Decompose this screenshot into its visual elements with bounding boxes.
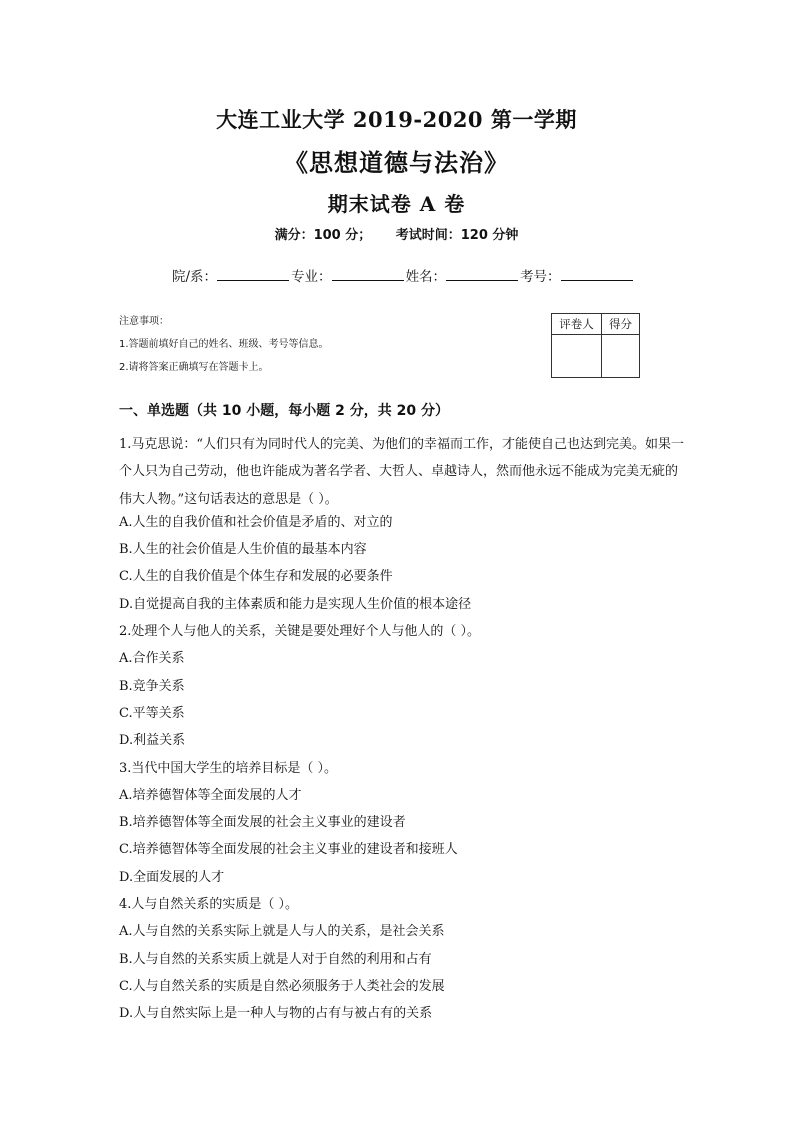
question-stem: 2.处理个人与他人的关系，关键是要处理好个人与他人的（ ）。	[119, 624, 481, 640]
score-table	[551, 313, 640, 378]
major-label: 专业：	[291, 269, 332, 285]
option: A.人生的自我价值和社会价值是矛盾的、对立的	[119, 514, 393, 530]
option: D.全面发展的人才	[119, 869, 225, 885]
exam-title-paper: 期末试卷 A 卷	[327, 192, 466, 216]
name-label: 姓名：	[405, 269, 447, 285]
option: B.人生的社会价值是人生价值的最基本内容	[119, 542, 367, 558]
option: C.平等关系	[119, 705, 185, 721]
option: C.培养德智体等全面发展的社会主义事业的建设者和接班人	[119, 842, 458, 858]
option: C.人与自然关系的实质是自然必须服务于人类社会的发展	[119, 978, 445, 994]
question-stem: 1.马克思说：“人们只有为同时代人的完美、为他们的幸福而工作，才能使自己也达到完美。如果一个人只为自己劳动，他也许能成为著名学者、大哲人、卓越诗人，然而他永远不能成为完美无疵的伟大人物。”这句话表达的意思是（ ）。	[119, 437, 685, 507]
notes-title: 注意事项：	[119, 316, 169, 327]
option: A.人与自然的关系实际上就是人与人的关系，是社会关系	[119, 924, 445, 940]
grader-cell[interactable]	[552, 335, 602, 378]
option: D.利益关系	[119, 733, 186, 749]
student-info	[172, 265, 635, 285]
option: D.人与自然实际上是一种人与物的占有与被占有的关系	[119, 1006, 433, 1022]
note-item: 1.答题前填好自己的姓名、班级、考号等信息。	[119, 339, 329, 350]
exam-meta	[0, 224, 793, 243]
question-list	[119, 431, 689, 1032]
exam-title-course: 《思想道德与法治》	[284, 148, 509, 177]
option: C.人生的自我价值是个体生存和发展的必要条件	[119, 569, 393, 585]
department-label: 院/系：	[172, 269, 218, 285]
exam-title-university: 大连工业大学 2019-2020 第一学期	[216, 107, 577, 132]
option: A.培养德智体等全面发展的人才	[119, 787, 302, 803]
id-field[interactable]	[561, 268, 633, 281]
grader-header: 评卷人	[552, 314, 602, 335]
full-score: 满分：100 分；	[274, 228, 372, 243]
score-cell[interactable]	[602, 335, 640, 378]
option: B.人与自然的关系实质上就是人对于自然的利用和占有	[119, 951, 432, 967]
name-field[interactable]	[446, 268, 518, 281]
option: B.竞争关系	[119, 678, 185, 694]
id-label: 考号：	[520, 269, 561, 285]
option: B.培养德智体等全面发展的社会主义事业的建设者	[119, 815, 406, 831]
exam-time: 考试时间：120 分钟	[395, 228, 519, 243]
section-title: 一、单选题（共 10 小题，每小题 2 分，共 20 分）	[119, 403, 449, 419]
note-item: 2.请将答案正确填写在答题卡上。	[119, 362, 269, 373]
notes	[119, 312, 329, 381]
question-stem: 3.当代中国大学生的培养目标是（ ）。	[119, 760, 338, 776]
question-stem: 4.人与自然关系的实质是（ ）。	[119, 897, 299, 913]
major-field[interactable]	[332, 268, 404, 281]
department-field[interactable]	[217, 268, 289, 281]
option: D.自觉提高自我的主体素质和能力是实现人生价值的根本途径	[119, 596, 472, 612]
score-header: 得分	[602, 314, 640, 335]
option: A.合作关系	[119, 651, 185, 667]
